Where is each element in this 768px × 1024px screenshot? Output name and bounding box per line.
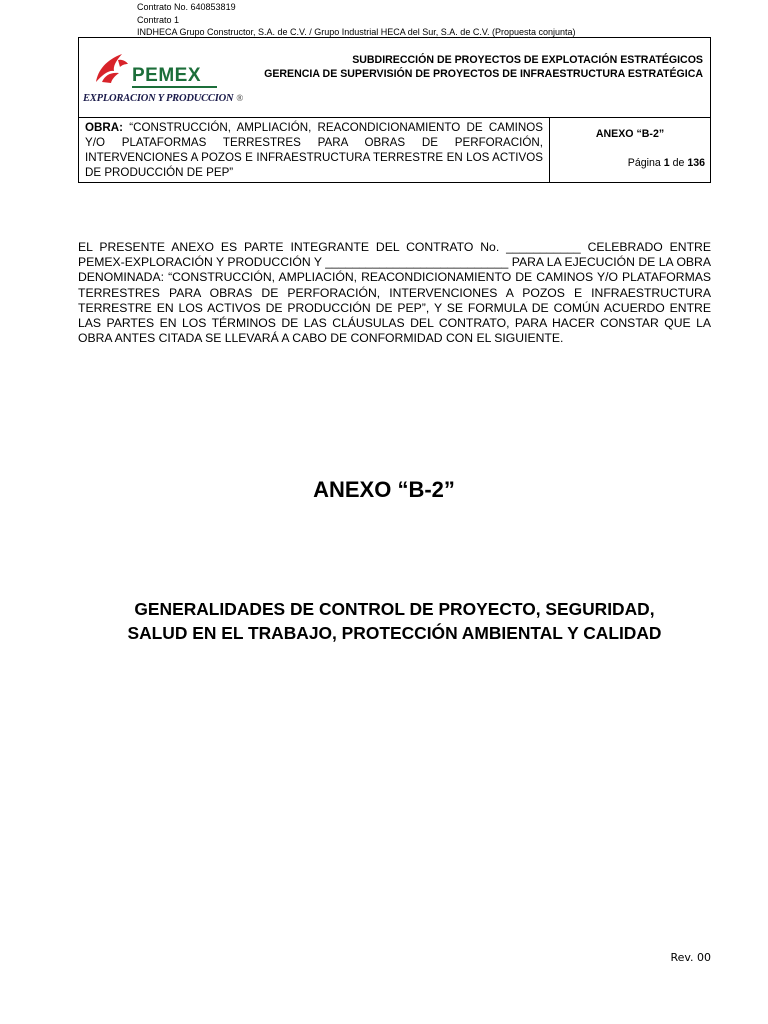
header-bottom-row — [79, 117, 710, 182]
pemex-eagle-icon — [92, 52, 132, 86]
subtitle-line-1: GENERALIDADES DE CONTROL DE PROYECTO, SEGURIDAD, — [134, 599, 655, 619]
logo-underline — [132, 86, 217, 88]
document-meta — [137, 1, 576, 39]
document-header — [78, 37, 711, 183]
revision-label: Rev. 00 — [670, 951, 711, 964]
page-current: 1 — [663, 157, 670, 169]
obra-cell — [79, 117, 550, 182]
anexo-title: ANEXO “B-2” — [313, 477, 455, 502]
pemex-logo — [82, 52, 244, 110]
contract-number-line: Contrato No. 640853819 — [137, 2, 236, 12]
page-counter — [628, 157, 705, 169]
logo-tagline — [83, 93, 243, 104]
intro-paragraph: EL PRESENTE ANEXO ES PARTE INTEGRANTE DEL CONTRATO No. ___________ CELEBRADO ENTRE PEMEX-EXPLORACIÓN Y PRODUCCIÓN Y ___________________________ PARA LA EJECUCIÓN DE LA OBRA DENOMINADA: “CONSTRUCCIÓN, AMPLIACIÓN, REACONDICIONAMIENTO DE CAMINOS Y/O PLATAFORMAS TERRESTRES PARA OBRAS DE PERFORACIÓN, INTERVENCIONES A POZOS E INFRAESTRUCTURA TERRESTRE EN LOS ACTIVOS DE PRODUCCIÓN DE PEP”, Y SE FORMULA DE COMÚN ACUERDO ENTRE LAS PARTES EN LOS TÉRMINOS DE LAS CLÁUSULAS DEL CONTRATO, PARA HACER CONSTAR QUE LA OBRA ANTES CITADA SE LLEVARÁ A CABO DE CONFORMIDAD CON EL SIGUIENTE. — [78, 240, 711, 346]
page-prefix: Página — [627, 157, 664, 169]
parties-line: INDHECA Grupo Constructor, S.A. de C.V. / Grupo Industrial HECA del Sur, S.A. de C.V. (Propuesta conjunta) — [137, 27, 576, 37]
obra-label: OBRA: — [85, 121, 123, 134]
header-titles — [264, 53, 703, 81]
obra-description: “CONSTRUCCIÓN, AMPLIACIÓN, REACONDICIONAMIENTO DE CAMINOS Y/O PLATAFORMAS TERRESTRES PARA OBRAS DE PERFORACIÓN, INTERVENCIONES A POZOS E INFRAESTRUCTURA TERRESTRE EN LOS ACTIVOS DE PRODUCCIÓN DE PEP” — [85, 121, 543, 179]
page-total: 136 — [687, 157, 705, 169]
document-subtitle — [78, 597, 711, 645]
anexo-cell — [550, 117, 710, 182]
contract-line: Contrato 1 — [137, 14, 180, 25]
logo-tagline-text: EXPLORACION Y PRODUCCION — [83, 93, 234, 104]
gerencia-title: GERENCIA DE SUPERVISIÓN DE PROYECTOS DE INFRAESTRUCTURA ESTRATÉGICA — [264, 68, 703, 80]
header-top-row — [79, 38, 710, 118]
subtitle-line-2: SALUD EN EL TRABAJO, PROTECCIÓN AMBIENTAL Y CALIDAD — [127, 623, 662, 643]
logo-wordmark: PEMEX — [132, 65, 202, 86]
subdireccion-title: SUBDIRECCIÓN DE PROYECTOS DE EXPLOTACIÓN ESTRATÉGICOS — [352, 54, 703, 66]
anexo-tag: ANEXO “B-2” — [595, 128, 665, 140]
page-of: de — [669, 157, 688, 169]
registered-mark: ® — [236, 93, 244, 103]
